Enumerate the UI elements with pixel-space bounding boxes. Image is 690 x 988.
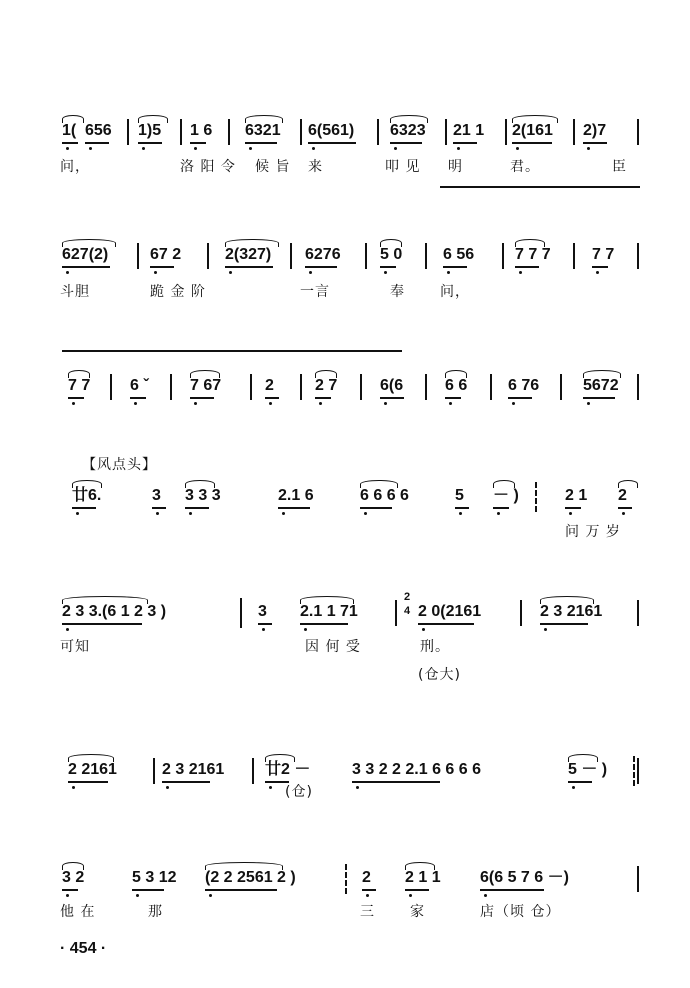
rhythm-underline (453, 142, 477, 144)
barline (520, 600, 522, 626)
note-group: 1 6 (190, 122, 213, 139)
octave-dot (269, 786, 272, 789)
lyric: 臣 (612, 159, 627, 175)
barline (127, 119, 129, 145)
slur (390, 115, 428, 123)
rhythm-underline (565, 507, 581, 509)
note-group: 2 7 (315, 377, 338, 394)
dashed-barline (633, 756, 635, 786)
octave-dot (622, 512, 625, 515)
rhythm-underline (205, 889, 277, 891)
rhythm-underline (300, 623, 348, 625)
rhythm-underline (493, 507, 509, 509)
note-group: 2.1 6 (278, 487, 314, 504)
rhythm-underline (265, 781, 289, 783)
note-group: 1)5 (138, 122, 162, 139)
barline (395, 600, 397, 626)
note-group: 656 (85, 122, 112, 139)
barline (637, 758, 639, 784)
slur (568, 754, 598, 762)
slur (493, 480, 515, 488)
barline (377, 119, 379, 145)
note-group: 627(2) (62, 246, 109, 263)
slur (515, 239, 545, 247)
barline (573, 119, 575, 145)
octave-dot (497, 512, 500, 515)
slur (512, 115, 558, 123)
dashed-barline (240, 598, 242, 628)
octave-dot (384, 402, 387, 405)
barline (360, 374, 362, 400)
note-group: 6321 (245, 122, 281, 139)
octave-dot (569, 512, 572, 515)
rhythm-underline (362, 889, 376, 891)
rhythm-underline (62, 623, 142, 625)
note-group: 2)7 (583, 122, 607, 139)
rhythm-underline (592, 266, 608, 268)
rhythm-underline (480, 889, 544, 891)
octave-dot (356, 786, 359, 789)
rhythm-underline (515, 266, 539, 268)
octave-dot (72, 786, 75, 789)
barline (170, 374, 172, 400)
lyric: 一言 (300, 284, 330, 300)
barline (637, 866, 639, 892)
lyric: 家 (410, 904, 425, 920)
octave-dot (364, 512, 367, 515)
octave-dot (457, 147, 460, 150)
percussion-mark: (仓) (285, 784, 313, 800)
lyric: 叩 见 (385, 159, 421, 175)
slur (185, 480, 215, 488)
note-group: 2 (618, 487, 627, 504)
barline (252, 758, 254, 784)
note-group: 7 67 (190, 377, 222, 394)
dashed-barline (535, 482, 537, 512)
lyric: 那 (148, 904, 163, 920)
rhythm-underline (418, 623, 474, 625)
rhythm-underline (278, 507, 310, 509)
lyric: 问 万 岁 (565, 524, 621, 540)
octave-dot (596, 271, 599, 274)
barline (365, 243, 367, 269)
rhythm-underline (62, 142, 78, 144)
slur (205, 862, 283, 870)
note-group: 3 3 2 2 2.1 6 6 6 6 (352, 761, 481, 778)
octave-dot (66, 628, 69, 631)
slur (315, 370, 337, 378)
barline (207, 243, 209, 269)
octave-dot (544, 628, 547, 631)
lyric: 斗胆 (60, 284, 90, 300)
octave-dot (422, 628, 425, 631)
note-group: 6(6 (380, 377, 404, 394)
rhythm-underline (455, 507, 469, 509)
note-group: 3 (258, 603, 267, 620)
rhythm-underline (62, 889, 78, 891)
note-group: 6 6 (445, 377, 468, 394)
note-group: 3 3 3 (185, 487, 221, 504)
rhythm-underline (512, 142, 552, 144)
octave-dot (209, 894, 212, 897)
note-group: 6(6 5 7 6 －) (480, 869, 569, 886)
octave-dot (269, 402, 272, 405)
octave-dot (409, 894, 412, 897)
slur (245, 115, 283, 123)
lyric: 店（顷 仓） (480, 904, 561, 920)
note-group: 67 2 (150, 246, 182, 263)
octave-dot (229, 271, 232, 274)
rhythm-underline (68, 781, 108, 783)
slur (62, 239, 116, 247)
octave-dot (384, 271, 387, 274)
rhythm-underline (62, 266, 110, 268)
note-group: 1( (62, 122, 77, 139)
lyric: 刑。 (420, 639, 450, 655)
octave-dot (134, 402, 137, 405)
barline (560, 374, 562, 400)
rhythm-underline (68, 397, 84, 399)
octave-dot (304, 628, 307, 631)
slur (190, 370, 220, 378)
barline (250, 374, 252, 400)
lyric: 跪 金 阶 (150, 284, 206, 300)
barline (445, 119, 447, 145)
barline (300, 374, 302, 400)
lyric: 可知 (60, 639, 90, 655)
octave-dot (459, 512, 462, 515)
rhythm-underline (568, 781, 592, 783)
octave-dot (366, 894, 369, 897)
note-group: 廿6. (72, 487, 102, 504)
barline (573, 243, 575, 269)
note-group: 6323 (390, 122, 426, 139)
barline (425, 243, 427, 269)
octave-dot (519, 271, 522, 274)
rhythm-underline (132, 889, 164, 891)
octave-dot (166, 786, 169, 789)
rhythm-underline (583, 142, 607, 144)
slur (68, 754, 114, 762)
slur (62, 596, 148, 604)
rhythm-underline (405, 889, 429, 891)
note-group: 5 (455, 487, 464, 504)
octave-dot (587, 147, 590, 150)
rhythm-underline (152, 507, 166, 509)
barline (228, 119, 230, 145)
octave-dot (66, 271, 69, 274)
octave-dot (76, 512, 79, 515)
octave-dot (142, 147, 145, 150)
lyric: 三 (360, 904, 375, 920)
slur (72, 480, 102, 488)
rhythm-underline (190, 397, 214, 399)
rhythm-underline (380, 266, 396, 268)
octave-dot (156, 512, 159, 515)
lyric: 来 (308, 159, 323, 175)
rhythm-underline (352, 781, 440, 783)
rhythm-underline (540, 623, 588, 625)
octave-dot (89, 147, 92, 150)
note-group: 3 2 (62, 869, 85, 886)
rhythm-underline (85, 142, 109, 144)
note-group: 21 1 (453, 122, 485, 139)
octave-dot (447, 271, 450, 274)
note-group: 2 0(2161 (418, 603, 482, 620)
note-group: 6 76 (508, 377, 540, 394)
note-group: － ) (493, 487, 519, 504)
rhythm-underline (225, 266, 273, 268)
rhythm-underline (72, 507, 96, 509)
note-group: 廿2 － (265, 761, 311, 778)
barline (505, 119, 507, 145)
slur (265, 754, 295, 762)
note-group: 6 ˇ (130, 377, 149, 394)
note-group: 2 3 2161 (162, 761, 225, 778)
lyric: 君。 (510, 159, 540, 175)
note-group: 2 3 2161 (540, 603, 603, 620)
barline (290, 243, 292, 269)
rhythm-underline (150, 266, 174, 268)
slur (360, 480, 398, 488)
rhythm-underline (258, 623, 272, 625)
note-group: 6 56 (443, 246, 475, 263)
time-signature: 4 (404, 605, 411, 617)
barline (153, 758, 155, 784)
note-group: 6276 (305, 246, 341, 263)
octave-dot (282, 512, 285, 515)
barline (637, 600, 639, 626)
barline (300, 119, 302, 145)
rhythm-underline (245, 142, 277, 144)
octave-dot (484, 894, 487, 897)
note-group: 7 7 (592, 246, 615, 263)
slur (62, 115, 84, 123)
rhythm-underline (380, 397, 404, 399)
note-group: 5 0 (380, 246, 403, 263)
rhythm-underline (265, 397, 279, 399)
slur (138, 115, 168, 123)
lyric: 洛 阳 令 (180, 159, 236, 175)
octave-dot (194, 147, 197, 150)
slur (583, 370, 621, 378)
rhythm-underline (445, 397, 461, 399)
octave-dot (262, 628, 265, 631)
barline (502, 243, 504, 269)
page-number: · 454 · (60, 940, 107, 957)
rhythm-underline (618, 507, 632, 509)
note-group: 2 1 (565, 487, 588, 504)
octave-dot (72, 402, 75, 405)
barline (425, 374, 427, 400)
slur (618, 480, 638, 488)
note-group: 5672 (583, 377, 619, 394)
note-group: 2(327) (225, 246, 272, 263)
note-group: (2 2 2561 2 ) (205, 869, 296, 886)
octave-dot (512, 402, 515, 405)
slur (300, 596, 354, 604)
octave-dot (66, 147, 69, 150)
note-group: 5 3 12 (132, 869, 177, 886)
section-label: 【风点头】 (82, 457, 157, 473)
rhythm-underline (185, 507, 209, 509)
note-group: 7 7 (68, 377, 91, 394)
octave-dot (394, 147, 397, 150)
note-group: 6 6 6 6 (360, 487, 409, 504)
lyric: 因 何 受 (305, 639, 361, 655)
note-group: 2.1 1 71 (300, 603, 358, 620)
note-group: 2 (265, 377, 274, 394)
octave-dot (249, 147, 252, 150)
octave-dot (449, 402, 452, 405)
note-group: 2 3 3.(6 1 2 3 ) (62, 603, 167, 620)
rhythm-underline (443, 266, 467, 268)
barline (180, 119, 182, 145)
lyric: 问， (60, 159, 90, 175)
barline (490, 374, 492, 400)
note-group: 2 1 1 (405, 869, 441, 886)
note-group: 3 (152, 487, 161, 504)
slur (405, 862, 435, 870)
lyric: 候 旨 (255, 159, 291, 175)
octave-dot (312, 147, 315, 150)
lyric: 奉 (390, 284, 405, 300)
rhythm-underline (315, 397, 331, 399)
octave-dot (516, 147, 519, 150)
note-group: 2 2161 (68, 761, 117, 778)
lyric: 明 (448, 159, 463, 175)
note-group: 2(161 (512, 122, 553, 139)
note-group: 6(561) (308, 122, 355, 139)
barline (637, 119, 639, 145)
dashed-barline (345, 864, 347, 894)
extension-line (440, 186, 640, 188)
rhythm-underline (390, 142, 422, 144)
rhythm-underline (583, 397, 615, 399)
octave-dot (572, 786, 575, 789)
slur (225, 239, 279, 247)
slur (62, 862, 84, 870)
barline (637, 243, 639, 269)
rhythm-underline (360, 507, 392, 509)
slur (445, 370, 467, 378)
slur (380, 239, 402, 247)
rhythm-underline (508, 397, 532, 399)
rhythm-underline (162, 781, 210, 783)
slur (68, 370, 90, 378)
lyric: 问， (440, 284, 470, 300)
octave-dot (309, 271, 312, 274)
rhythm-underline (308, 142, 356, 144)
octave-dot (66, 894, 69, 897)
octave-dot (587, 402, 590, 405)
time-signature: 2 (404, 591, 411, 603)
barline (110, 374, 112, 400)
octave-dot (136, 894, 139, 897)
barline (637, 374, 639, 400)
note-group: 2 (362, 869, 371, 886)
lyric: 他 在 (60, 904, 96, 920)
rhythm-underline (190, 142, 206, 144)
octave-dot (319, 402, 322, 405)
rhythm-underline (130, 397, 146, 399)
slur (540, 596, 594, 604)
octave-dot (194, 402, 197, 405)
rhythm-underline (305, 266, 337, 268)
extension-line (62, 350, 402, 352)
percussion-mark: (仓大) (418, 667, 461, 683)
barline (137, 243, 139, 269)
octave-dot (154, 271, 157, 274)
octave-dot (189, 512, 192, 515)
note-group: 7 7 7 (515, 246, 551, 263)
rhythm-underline (138, 142, 162, 144)
note-group: 5 － ) (568, 761, 608, 778)
